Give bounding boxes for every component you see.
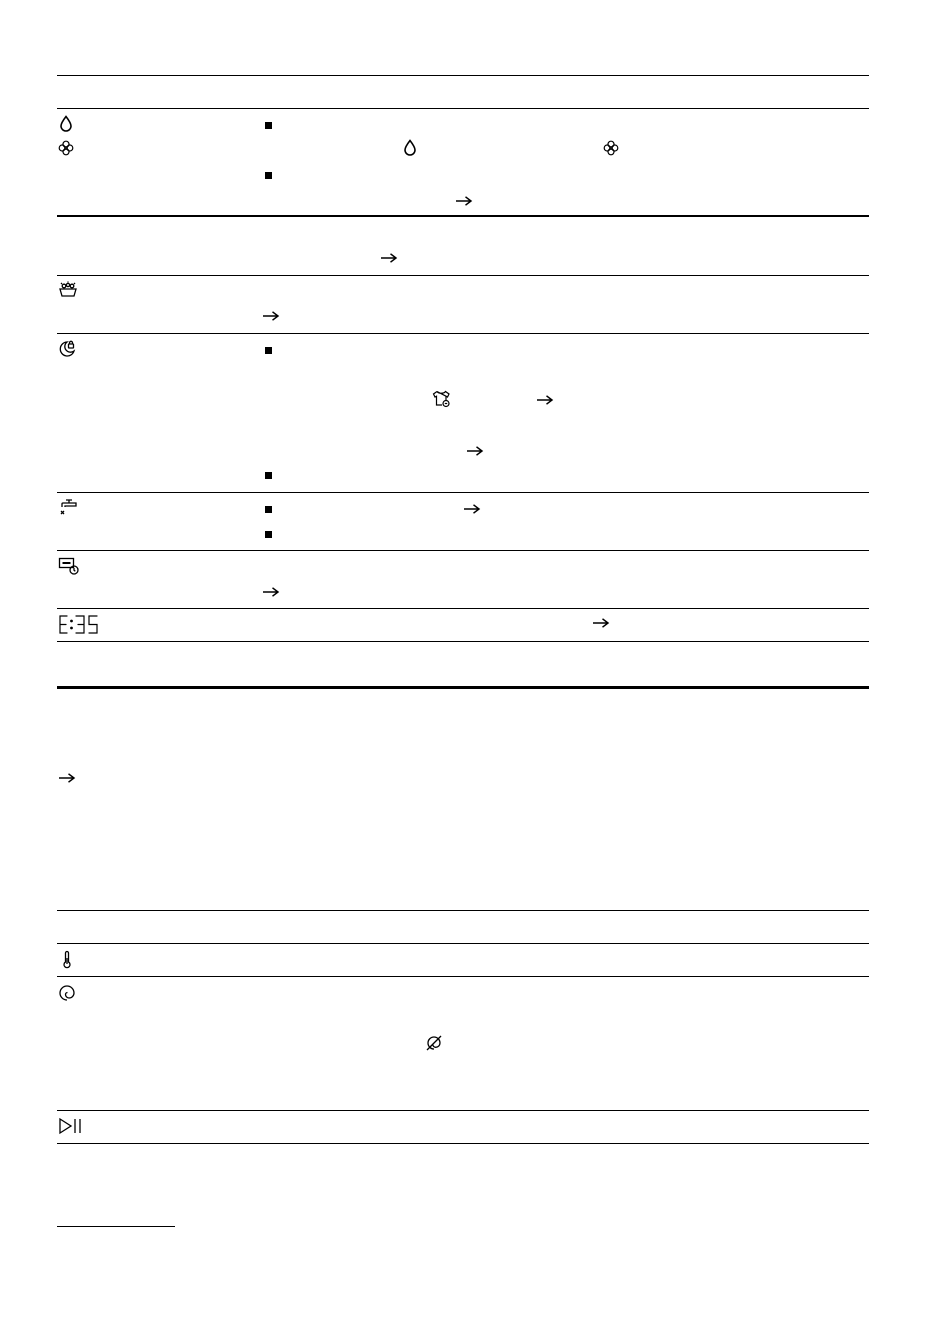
arrow-right-icon xyxy=(262,586,280,598)
table-rule-top xyxy=(57,75,869,76)
section-rule xyxy=(57,686,869,689)
start-pause-icon xyxy=(58,1117,84,1135)
arrow-right-icon xyxy=(455,195,473,207)
table-rule-header xyxy=(57,943,869,944)
square-bullet-icon xyxy=(265,531,272,538)
water-drop-icon xyxy=(59,115,73,132)
arrow-right-icon xyxy=(380,252,398,264)
laundry-basket-icon xyxy=(58,281,78,298)
table-rule xyxy=(57,1110,869,1111)
footnote-rule xyxy=(57,1226,175,1227)
flower-icon xyxy=(58,140,74,156)
detergent-drawer-icon xyxy=(58,557,80,576)
square-bullet-icon xyxy=(265,472,272,479)
thermometer-icon xyxy=(61,950,73,969)
table-rule xyxy=(57,215,869,217)
table-rule xyxy=(57,608,869,609)
table-rule xyxy=(57,492,869,493)
shirt-icon xyxy=(432,390,451,408)
table-rule xyxy=(57,550,869,551)
table-rule-bottom xyxy=(57,641,869,642)
table-rule-top xyxy=(57,910,869,911)
arrow-right-icon xyxy=(592,617,610,629)
water-drop-icon xyxy=(403,139,417,156)
error-code-display xyxy=(58,614,100,635)
arrow-right-icon xyxy=(58,772,76,784)
arrow-right-icon xyxy=(463,503,481,515)
table-rule-header xyxy=(57,108,869,109)
table-rule xyxy=(57,976,869,977)
water-tap-icon xyxy=(58,498,78,517)
arrow-right-icon xyxy=(262,310,280,322)
no-spin-icon xyxy=(425,1034,443,1052)
arrow-right-icon xyxy=(466,445,484,457)
spin-icon xyxy=(58,984,76,1002)
night-mode-icon xyxy=(58,340,76,358)
square-bullet-icon xyxy=(265,347,272,354)
square-bullet-icon xyxy=(265,122,272,129)
table-rule xyxy=(57,275,869,276)
flower-icon xyxy=(603,140,619,156)
square-bullet-icon xyxy=(265,172,272,179)
table-rule-bottom xyxy=(57,1143,869,1144)
square-bullet-icon xyxy=(265,506,272,513)
arrow-right-icon xyxy=(536,394,554,406)
table-rule xyxy=(57,333,869,334)
